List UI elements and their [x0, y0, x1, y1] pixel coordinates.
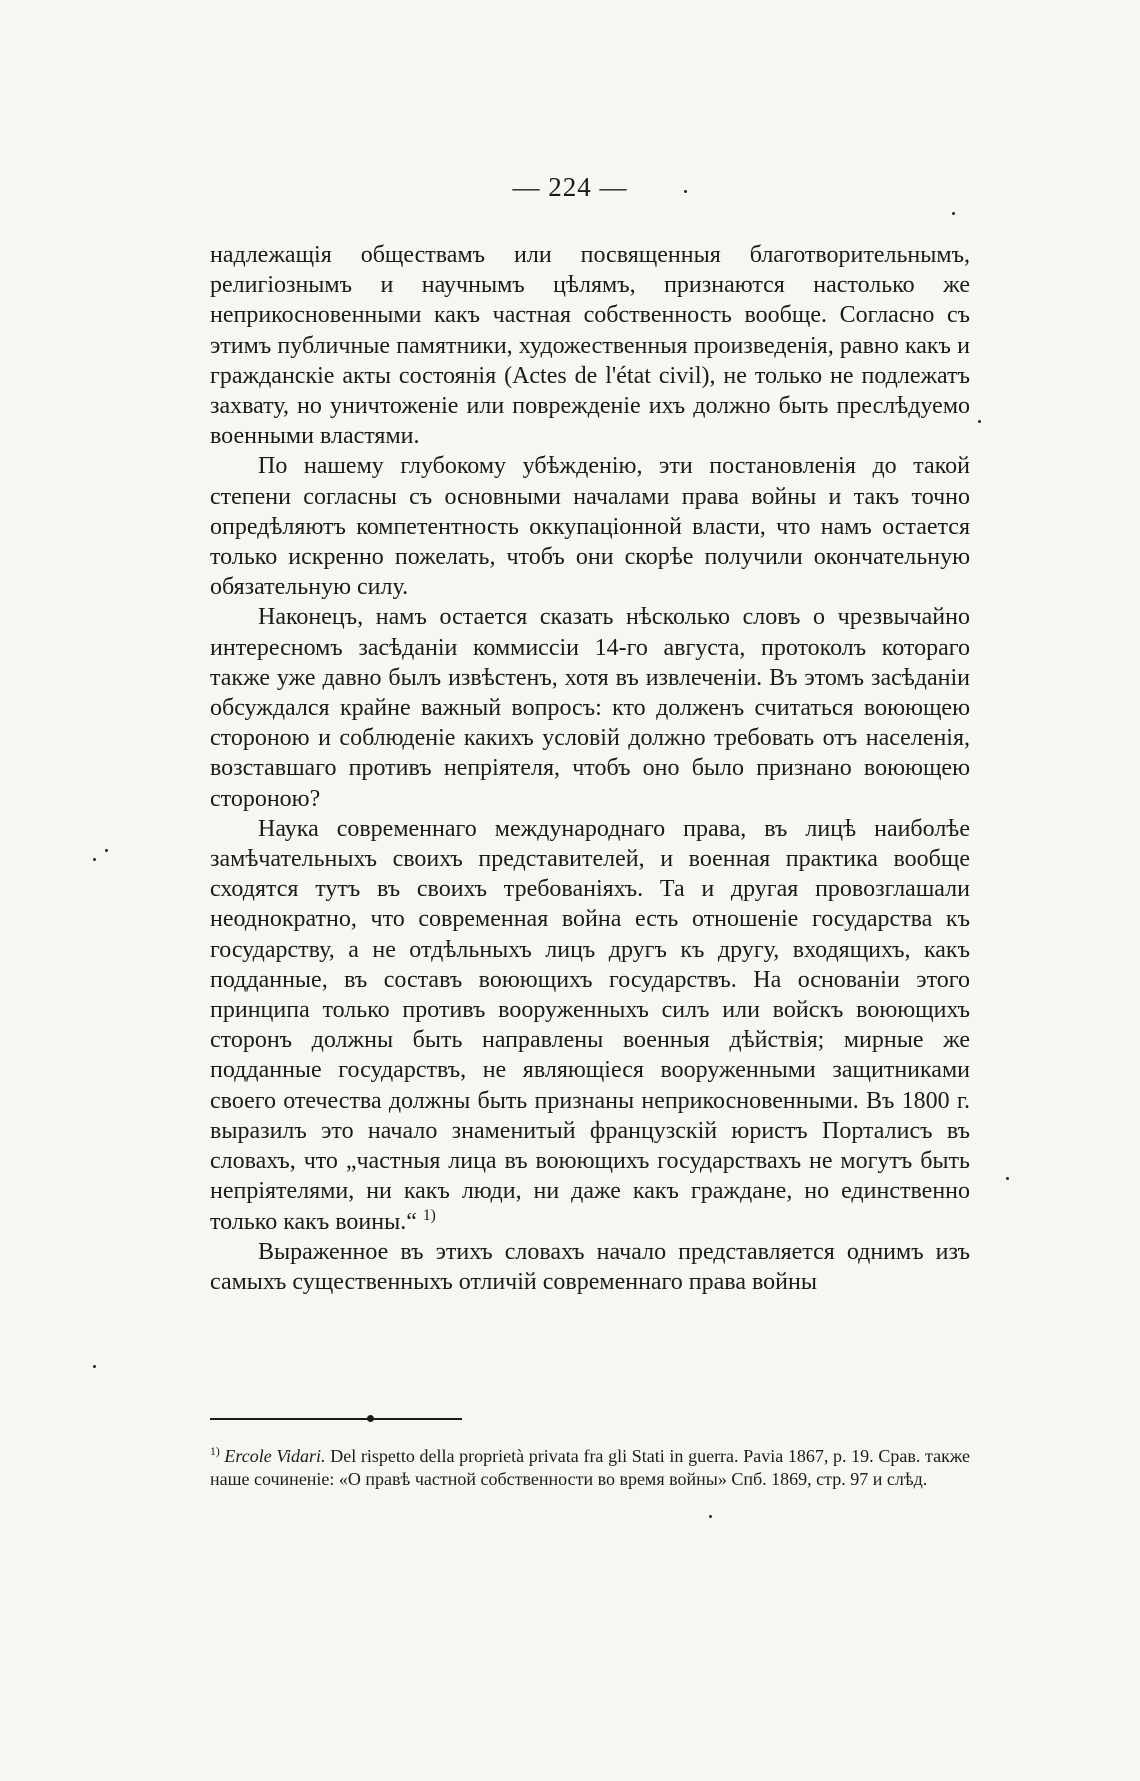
scan-speck	[978, 420, 981, 423]
paragraph-3: Наконецъ, намъ остается сказать нѣсколько словъ о чрезвычайно интересномъ засѣданіи коммиссіи 14-го августа, протоколъ котораго также уже давно былъ извѣстенъ, хотя въ извлеченіи. Въ этомъ засѣданіи обсуждался крайне важный вопросъ: кто долженъ считаться воюющею стороною и соблюденіе какихъ условій должно требовать отъ населенія, возставшаго противъ непріятеля, чтобъ оно было признано воюющею стороною?	[210, 604, 970, 812]
paragraph-2: По нашему глубокому убѣжденію, эти постановленія до такой степени согласны съ основными началами права войны и такъ точно опредѣляютъ компетентность оккупаціонной власти, что намъ остается только искренно пожелать, чтобъ они скорѣе получили окончательную обязательную силу.	[210, 453, 970, 601]
main-text	[210, 240, 970, 1297]
scan-speck	[952, 212, 955, 215]
paragraph-5: Выраженное въ этихъ словахъ начало представляется однимъ изъ самыхъ существенныхъ отличій современнаго права войны	[210, 1238, 970, 1295]
scan-speck	[1006, 1177, 1009, 1180]
scan-speck	[105, 849, 108, 852]
scan-speck	[684, 190, 687, 193]
page-number: — 224 —	[512, 172, 628, 202]
paragraph-4	[210, 814, 970, 1237]
paragraph-1: надлежащія обществамъ или посвященныя благотворительнымъ, религіознымъ и научнымъ цѣлямъ, признаются настолько же неприкосновенными какъ частная собственность вообще. Согласно съ этимъ публичные памятники, художественныя произведенія, равно какъ и гражданскіе акты состоянія (Actes de l'état civil), не только не подлежатъ захвату, но уничтоженіе или поврежденіе ихъ должно быть преслѣдуемо военными властями.	[210, 242, 970, 450]
scan-speck	[93, 858, 96, 861]
footnote-separator	[210, 1418, 462, 1420]
footnote-reference: 1)	[422, 1206, 436, 1224]
scan-speck	[93, 1365, 96, 1368]
footnote-text	[210, 1445, 970, 1491]
footnote-author: Ercole Vidari.	[224, 1446, 326, 1466]
footnote	[210, 1445, 970, 1491]
paragraph-4-text: Наука современнаго международнаго права, въ лицѣ наиболѣе замѣчательныхъ своихъ представителей, и военная практика вообще сходятся тутъ въ своихъ требованіяхъ. Та и другая провозглашали неоднократно, что современная война есть отношеніе государства къ государству, а не отдѣльныхъ лицъ другъ къ другу, входящихъ, какъ подданные, въ составъ воюющихъ государствъ. На основаніи этого принципа только противъ вооруженныхъ силъ или войскъ воюющихъ сторонъ должны быть направлены военныя дѣйствія; мирные же подданные государствъ, не являющіеся вооруженными защитниками своего отечества должны быть признаны неприкосновенными. Въ 1800 г. выразилъ это начало знаменитый французскій юристъ Порталисъ въ словахъ, что „частныя лица въ воюющихъ государствахъ не могутъ быть непріятелями, ни какъ люди, ни даже какъ граждане, но единственно только какъ воины.“	[210, 815, 970, 1235]
footnote-marker: 1)	[210, 1445, 220, 1458]
scan-speck	[709, 1515, 712, 1518]
footnote-body: Del rispetto della proprietà privata fra gli Stati in guerra. Pavia 1867, p. 19. Срав. также наше сочиненіе: «О правѣ частной собственности во время войны» Спб. 1869, стр. 97 и слѣд.	[210, 1446, 971, 1489]
